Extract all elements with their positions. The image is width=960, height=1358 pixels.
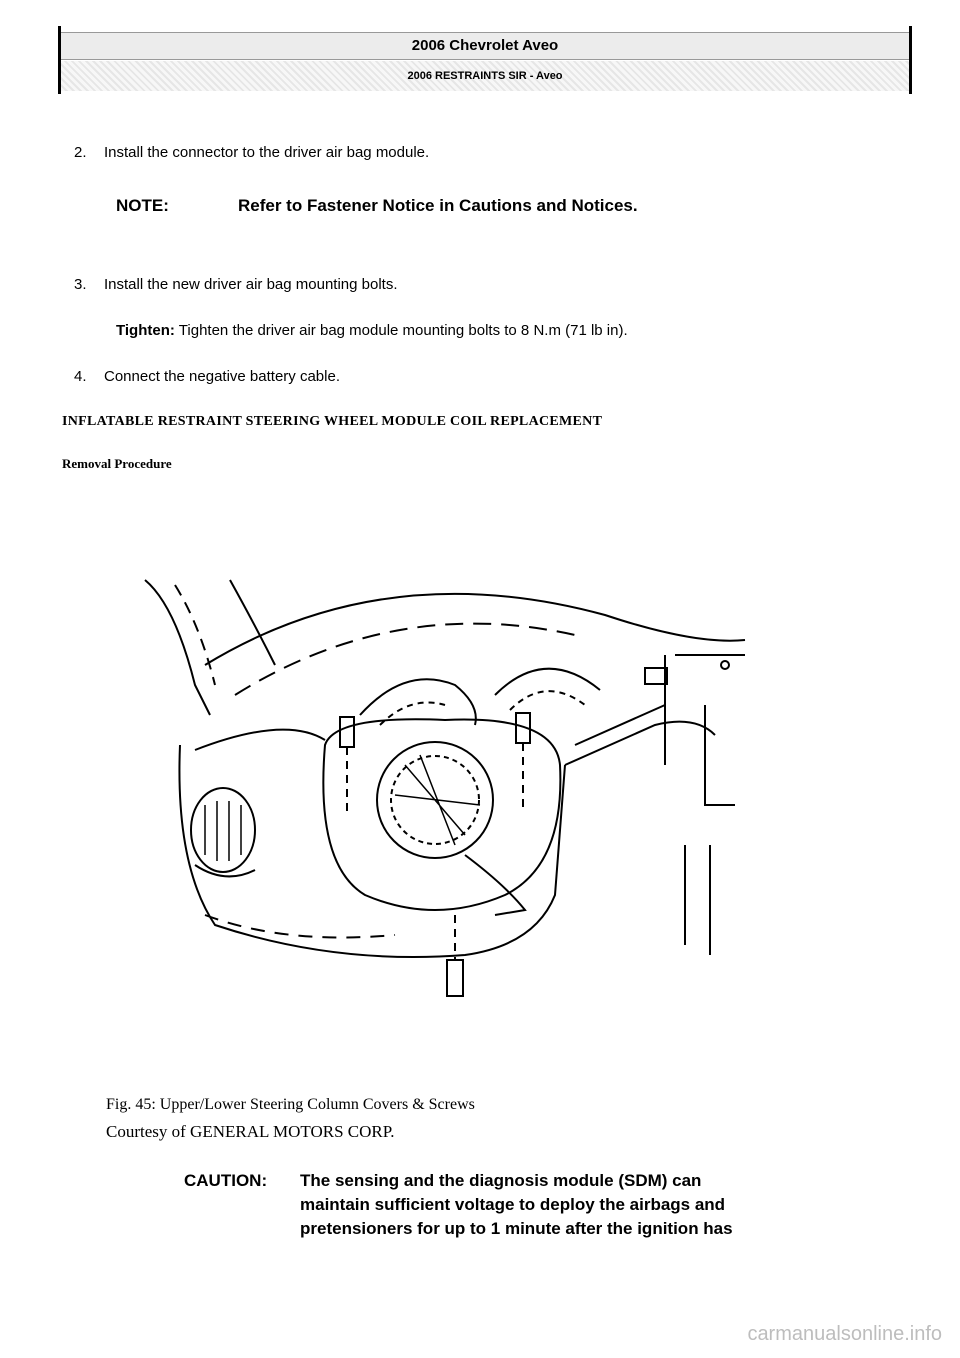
- section-title: INFLATABLE RESTRAINT STEERING WHEEL MODULE COIL REPLACEMENT: [62, 414, 603, 429]
- step-text: Connect the negative battery cable.: [104, 368, 340, 385]
- caution-line: The sensing and the diagnosis module (SDM) can: [300, 1171, 702, 1190]
- tighten-instruction: [116, 322, 628, 339]
- page-header: [58, 26, 912, 94]
- steering-column-illustration: [135, 565, 760, 1020]
- document-subtitle: 2006 RESTRAINTS SIR - Aveo: [61, 61, 909, 91]
- step-number: 2.: [74, 144, 87, 161]
- caution-line: pretensioners for up to 1 minute after the ignition has: [300, 1219, 733, 1238]
- step-number: 4.: [74, 368, 87, 385]
- tighten-label: Tighten:: [116, 322, 175, 339]
- caution-line: maintain sufficient voltage to deploy the airbags and: [300, 1195, 726, 1214]
- document-title: 2006 Chevrolet Aveo: [61, 32, 909, 60]
- step-4: [74, 368, 340, 385]
- watermark: carmanualsonline.info: [747, 1323, 942, 1345]
- note-text: Refer to Fastener Notice in Cautions and Notices.: [238, 196, 638, 215]
- procedure-title: Removal Procedure: [62, 456, 172, 471]
- figure-caption: Fig. 45: Upper/Lower Steering Column Covers & Screws: [106, 1096, 475, 1113]
- caution-label: CAUTION:: [184, 1171, 268, 1190]
- step-3: [74, 276, 398, 293]
- tighten-text: Tighten the driver air bag module mounting bolts to 8 N.m (71 lb in).: [178, 322, 628, 339]
- figure-courtesy: Courtesy of GENERAL MOTORS CORP.: [106, 1122, 395, 1141]
- step-text: Install the new driver air bag mounting bolts.: [104, 276, 398, 293]
- step-2: [74, 144, 429, 161]
- step-number: 3.: [74, 276, 87, 293]
- note-label: NOTE:: [116, 196, 169, 215]
- step-text: Install the connector to the driver air bag module.: [104, 144, 430, 161]
- caution-text: [300, 1169, 900, 1241]
